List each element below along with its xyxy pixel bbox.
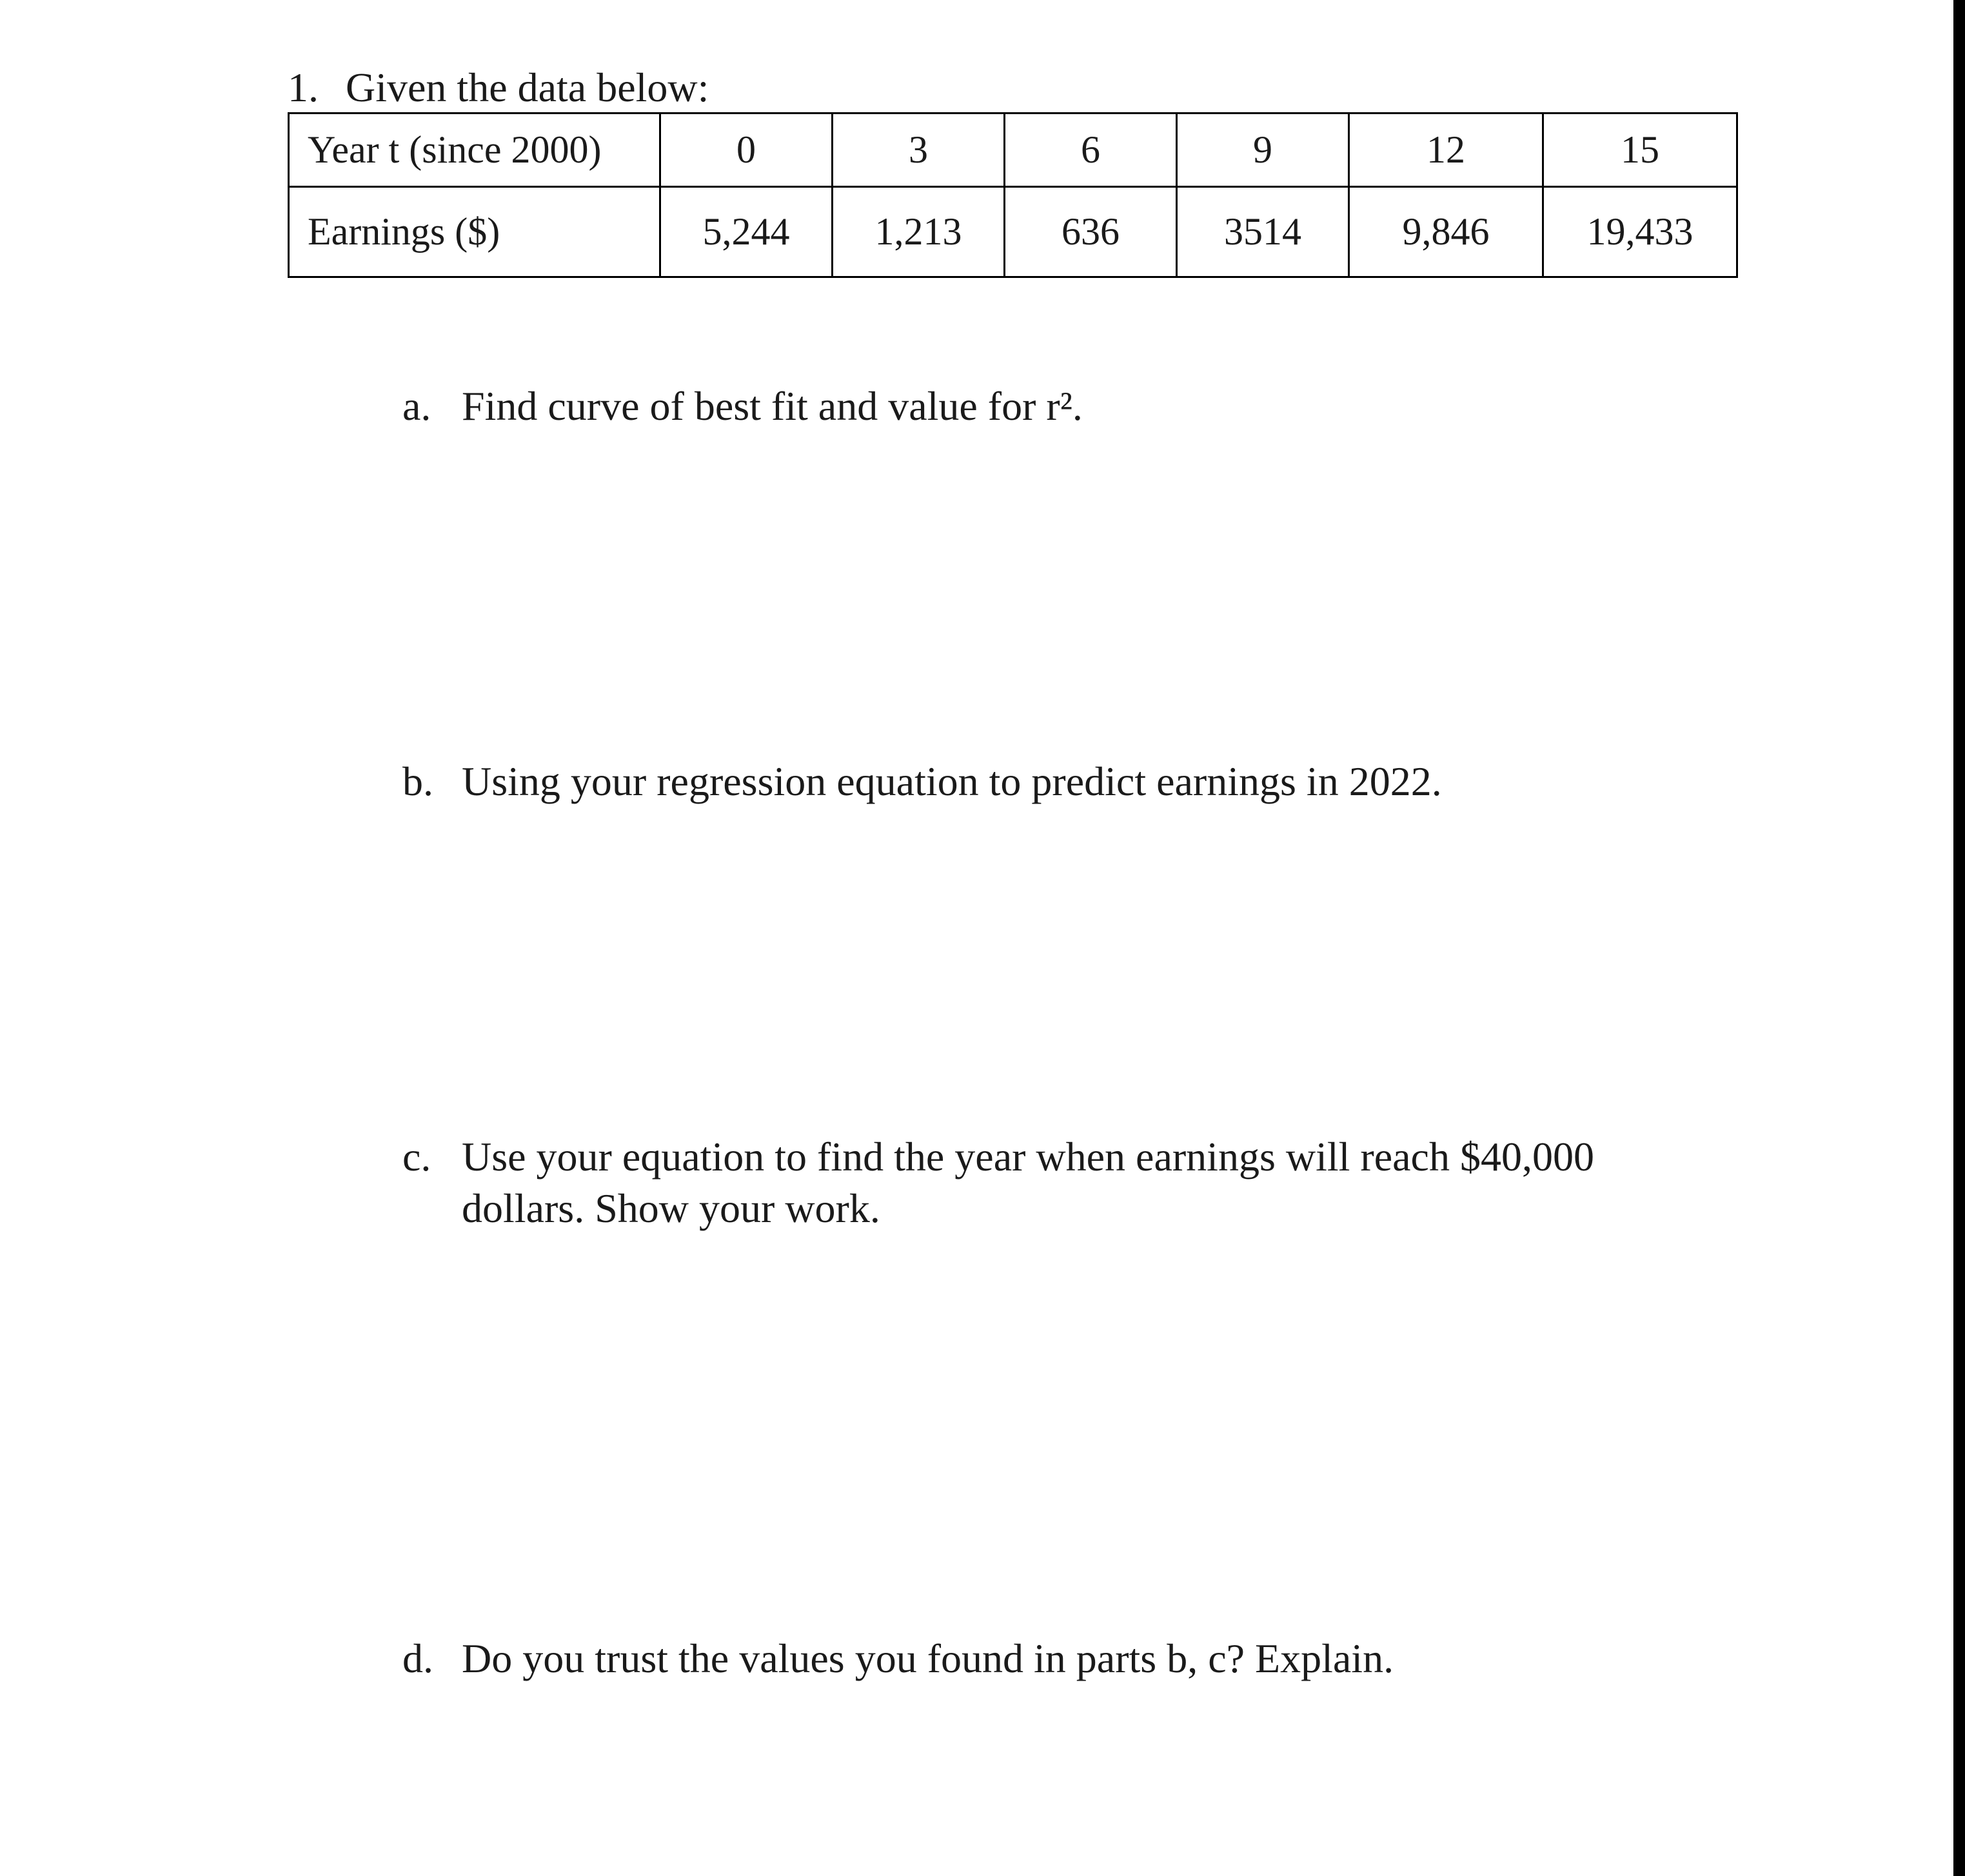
part-c-letter: c. bbox=[402, 1134, 431, 1180]
table-row-year bbox=[289, 114, 1737, 187]
question-number: 1. bbox=[288, 64, 319, 110]
data-table bbox=[288, 112, 1738, 278]
table-cell: 9,846 bbox=[1349, 187, 1543, 277]
table-cell: 6 bbox=[1005, 114, 1177, 187]
page-edge-bar bbox=[1953, 0, 1965, 1876]
part-c-line-1: Use your equation to find the year when earnings will reach $40,000 bbox=[462, 1134, 1594, 1180]
table-cell: 5,244 bbox=[660, 187, 833, 277]
table-row-earnings bbox=[289, 187, 1737, 277]
table-cell: 12 bbox=[1349, 114, 1543, 187]
row-label-earnings: Earnings ($) bbox=[289, 187, 660, 277]
part-a-letter: a. bbox=[402, 383, 431, 429]
part-d-text: Do you trust the values you found in parts b, c? Explain. bbox=[462, 1635, 1394, 1681]
part-b-letter: b. bbox=[402, 758, 433, 804]
table-cell: 9 bbox=[1177, 114, 1349, 187]
question-heading bbox=[288, 62, 709, 114]
part-b-text: Using your regression equation to predict earnings in 2022. bbox=[462, 758, 1442, 804]
table-cell: 1,213 bbox=[833, 187, 1005, 277]
part-c-text bbox=[462, 1131, 1594, 1234]
table-cell: 15 bbox=[1543, 114, 1737, 187]
table-cell: 3514 bbox=[1177, 187, 1349, 277]
part-a-text: Find curve of best fit and value for r². bbox=[462, 383, 1083, 429]
table-cell: 636 bbox=[1005, 187, 1177, 277]
row-label-year: Year t (since 2000) bbox=[289, 114, 660, 187]
table-cell: 19,433 bbox=[1543, 187, 1737, 277]
question-prompt: Given the data below: bbox=[346, 64, 709, 110]
part-d-letter: d. bbox=[402, 1635, 433, 1681]
table-cell: 0 bbox=[660, 114, 833, 187]
part-c-line-2: dollars. Show your work. bbox=[462, 1185, 880, 1231]
table-cell: 3 bbox=[833, 114, 1005, 187]
